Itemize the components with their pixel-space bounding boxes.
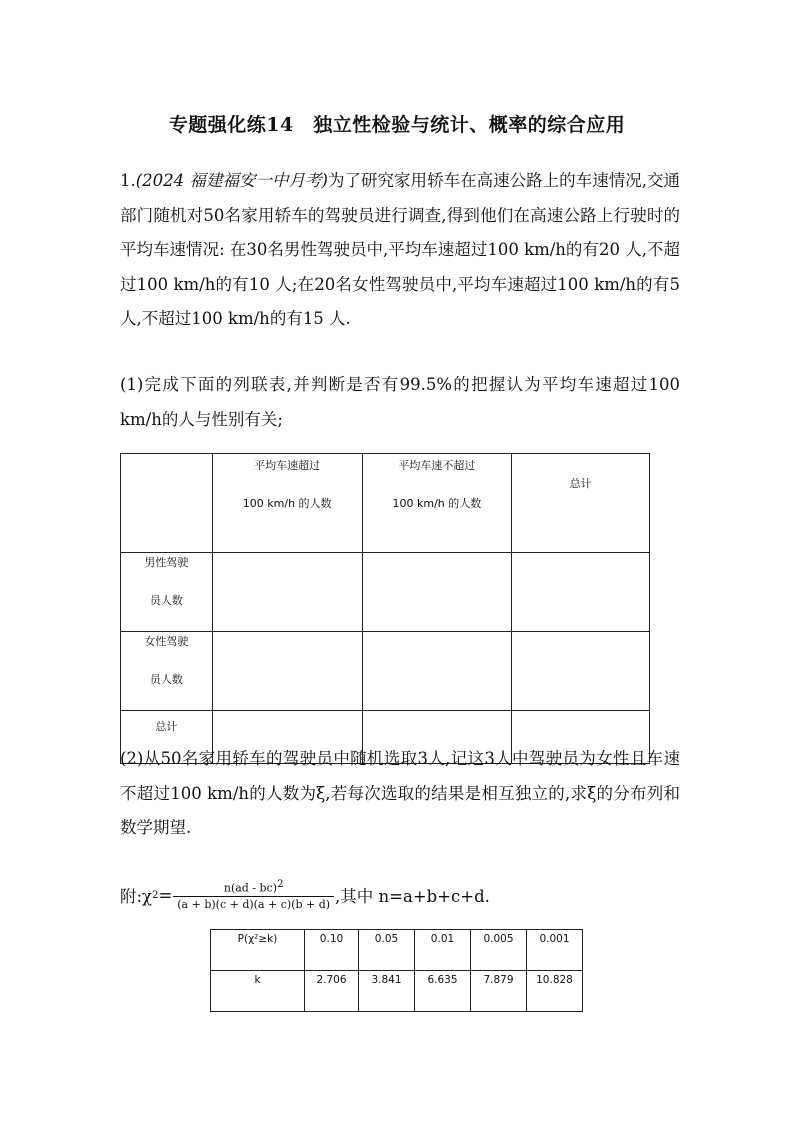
k-header-cell: k (211, 971, 305, 1012)
formula-numerator-sup: 2 (277, 879, 284, 891)
row-female (121, 632, 650, 711)
formula-suffix: ,其中 n=a+b+c+d. (335, 887, 490, 906)
header-total-label: 总计 (569, 477, 592, 490)
formula-prefix: 附:χ (120, 887, 153, 906)
part-1-text: (1)完成下面的列联表,并判断是否有99.5%的把握认为平均车速超过100 km/h的人与性别有关; (120, 375, 680, 429)
k-value-cell: 10.828 (527, 971, 583, 1012)
row-female-line1: 女性驾驶 (144, 635, 189, 648)
contingency-corner-cell (121, 454, 213, 553)
row-female-label (121, 632, 213, 711)
contingency-table (120, 453, 650, 764)
header-over-100-line1: 平均车速超过 (254, 459, 321, 472)
k-value-cell: 3.841 (359, 971, 415, 1012)
p-value-cell: 0.01 (415, 930, 471, 971)
k-value-cell: 7.879 (471, 971, 527, 1012)
question-1-stem (120, 164, 680, 337)
row-male-line2: 员人数 (149, 594, 183, 607)
formula-prefix-sup: 2 (152, 889, 159, 901)
header-not-over-100-line2: 100 km/h 的人数 (392, 497, 482, 510)
blank-cell (212, 632, 362, 711)
formula-numerator-text: n(ad - bc) (223, 881, 278, 895)
row-total-text: 总计 (155, 720, 178, 733)
formula-equals: = (158, 885, 173, 905)
k-value-cell: 2.706 (305, 971, 359, 1012)
formula-denominator: (a + b)(c + d)(a + c)(b + d) (173, 896, 334, 911)
row-female-line2: 员人数 (149, 673, 183, 686)
question-text: 为了研究家用轿车在高速公路上的车速情况,交通部门随机对50名家用轿车的驾驶员进行调查,得到他们在高速公路上行驶时的平均车速情况: 在30名男性驾驶员中,平均车速超过100 km/h的有20 人,不超过100 km/h的有10 人;在20名女性驾驶员中,平均车速超过100 km/h的有5 人,不超过100 km/h的有15 人. (120, 171, 680, 328)
critical-value-table (210, 929, 583, 1012)
p-value-row (211, 930, 583, 971)
formula-numerator (220, 879, 288, 896)
row-male (121, 553, 650, 632)
question-number: 1. (120, 171, 136, 190)
chi-square-formula (120, 870, 490, 920)
page-title: 专题强化练14 独立性检验与统计、概率的综合应用 (168, 114, 626, 136)
row-male-label (121, 553, 213, 632)
question-source: (2024 福建福安一中月考) (135, 171, 328, 190)
header-total (512, 454, 650, 553)
header-over-100-line2: 100 km/h 的人数 (242, 497, 332, 510)
k-value-row (211, 971, 583, 1012)
contingency-header-row (121, 454, 650, 553)
p-header-cell: P(χ²≥k) (211, 930, 305, 971)
blank-cell (362, 632, 512, 711)
k-value-cell: 6.635 (415, 971, 471, 1012)
p-value-cell: 0.005 (471, 930, 527, 971)
header-over-100 (212, 454, 362, 553)
blank-cell (362, 553, 512, 632)
header-not-over-100 (362, 454, 512, 553)
row-male-line1: 男性驾驶 (144, 556, 189, 569)
blank-cell (512, 632, 650, 711)
p-value-cell: 0.001 (527, 930, 583, 971)
blank-cell (512, 553, 650, 632)
part-2-text: (2)从50名家用轿车的驾驶员中随机选取3人,记这3人中驾驶员为女性且车速不超过100 km/h的人数为ξ,若每次选取的结果是相互独立的,求ξ的分布列和数学期望. (120, 749, 680, 837)
p-value-cell: 0.10 (305, 930, 359, 971)
formula-fraction (173, 879, 334, 911)
header-not-over-100-line1: 平均车速不超过 (398, 459, 476, 472)
p-value-cell: 0.05 (359, 930, 415, 971)
blank-cell (212, 553, 362, 632)
